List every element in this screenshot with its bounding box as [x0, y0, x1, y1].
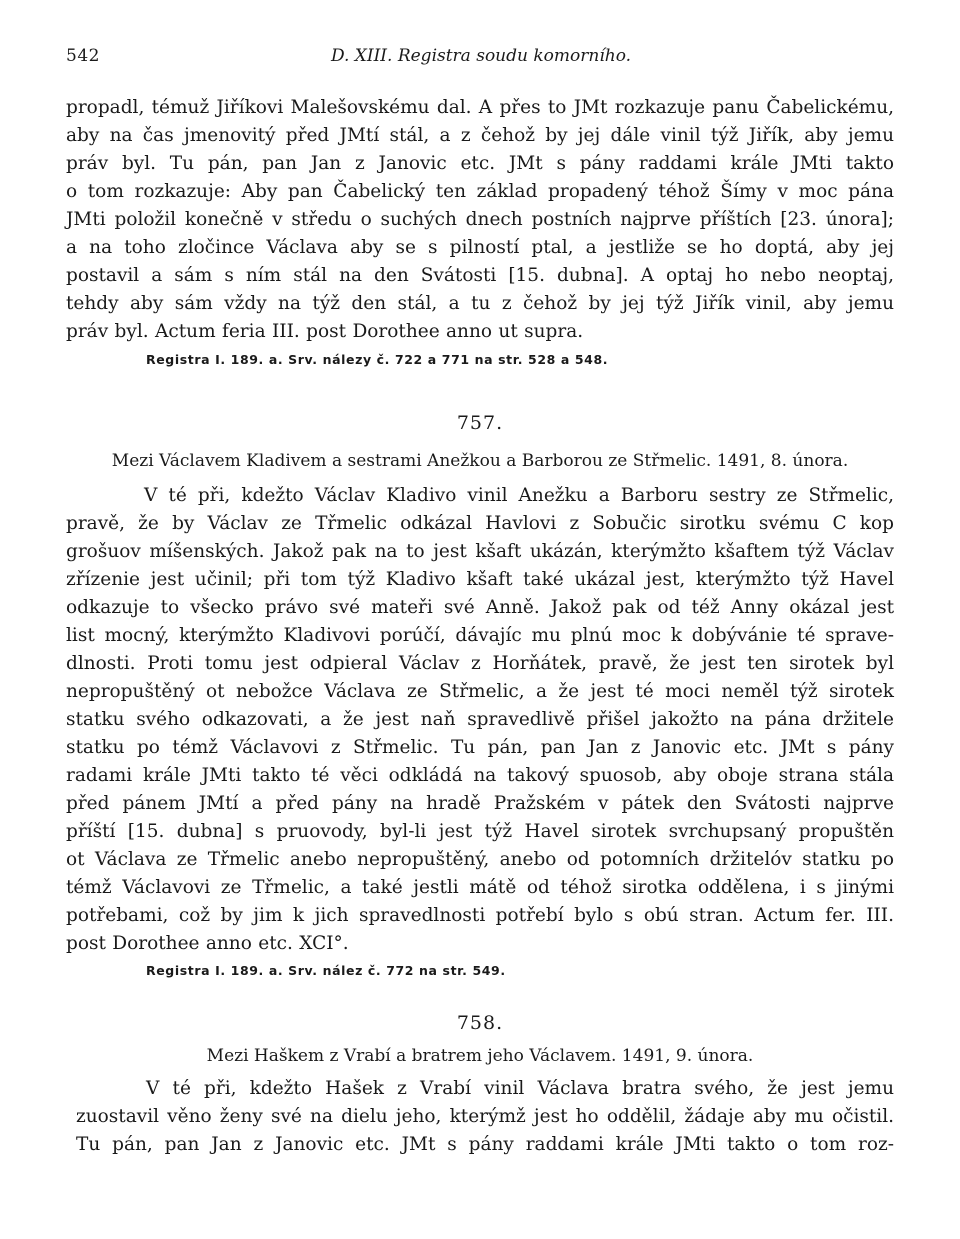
text-line: JMti položil konečně v středu o suchých dnech postních najprve příštích [23. února]; [66, 209, 894, 230]
text-line: propadl, témuž Jiříkovi Malešovskému dal. A přes to JMt rozkazuje panu Čabelickému, [66, 97, 894, 118]
text-line: a na toho zločince Václava aby se s pilností ptal, a jestliže se ho doptá, aby jej [66, 237, 894, 258]
text-line: postavil a sám s ním stál na den Svátosti [15. dubna]. A optaj ho nebo neoptaj, [66, 265, 894, 286]
entry-number-758: 758. [456, 1012, 504, 1034]
entry-756-text [66, 94, 894, 346]
text-line: V té při, kdežto Václav Kladivo vinil Anežku a Barboru sestry ze Střmelic, [144, 485, 894, 506]
running-head [66, 46, 896, 72]
entry-758-text [76, 1075, 894, 1159]
text-line: post Dorothee anno etc. XCI°. [66, 933, 349, 954]
text-line: list mocný, kterýmžto Kladivovi porúčí, dávajíc mu plnú moc k dobývánie té sprave- [66, 625, 894, 646]
entry-heading-757: Mezi Václavem Kladivem a sestrami Anežkou a Barborou ze Střmelic. 1491, 8. února. [111, 451, 849, 471]
page-number: 542 [66, 46, 100, 66]
text-line: odkazuje to všecko právo své mateři své Anně. Jakož pak od též Anny okázal jest [66, 597, 894, 618]
text-line: potřebami, což by jim k jich spravedlnosti potřebí bylo s obú stran. Actum fer. III. [66, 905, 894, 926]
running-title: D. XIII. Registra soudu komorního. [330, 46, 632, 66]
source-note-756: Registra I. 189. a. Srv. nálezy č. 722 a 771 na str. 528 a 548. [146, 352, 609, 367]
text-line: dlnosti. Proti tomu jest odpieral Václav z Horňátek, pravě, že jest ten sirotek byl [66, 653, 894, 674]
source-note-757: Registra I. 189. a. Srv. nález č. 772 na str. 549. [146, 963, 506, 978]
text-line: před pánem JMtí a před pány na hradě Pražském v pátek den Svátosti najprve [66, 793, 894, 814]
text-line: ot Václava ze Třmelic anebo nepropuštěný, anebo od potomních držitelóv statku po [66, 849, 894, 870]
text-line: nepropuštěný ot nebožce Václava ze Střmelic, a že jest té moci neměl týž sirotek [66, 681, 894, 702]
text-line: V té při, kdežto Hašek z Vrabí vinil Václava bratra svého, že jest jemu [146, 1078, 894, 1099]
text-line: pravě, že by Václav ze Třmelic odkázal Havlovi z Sobučic sirotku svému C kop [66, 513, 894, 534]
text-line: statku svého odkazovati, a že jest naň spravedlivě přišel jakožto na pána držitele [66, 709, 894, 730]
text-line: o tom rozkazuje: Aby pan Čabelický ten základ propadený téhož Šímy v moc pána [66, 181, 894, 202]
text-line: radami krále JMti takto té věci odkládá na takový spuosob, aby oboje strana stála [66, 765, 894, 786]
text-line: aby na čas jmenovitý před JMtí stál, a z čehož by jej dále vinil týž Jiřík, aby jemu [66, 125, 894, 146]
text-line: tehdy aby sám vždy na týž den stál, a tu z čehož by jej týž Jiřík vinil, aby jemu [66, 293, 894, 314]
text-line: práv byl. Actum feria III. post Dorothee anno ut supra. [66, 321, 584, 342]
text-line: Tu pán, pan Jan z Janovic etc. JMt s pány raddami krále JMti takto o tom roz- [76, 1134, 894, 1155]
text-line: grošuov míšenských. Jakož pak na to jest kšaft ukázán, kterýmžto kšaftem týž Václav [66, 541, 894, 562]
text-line: práv byl. Tu pán, pan Jan z Janovic etc. JMt s pány raddami krále JMti takto [66, 153, 894, 174]
entry-757-text [66, 482, 894, 958]
text-line: příští [15. dubna] s pruovody, byl-li jest týž Havel sirotek svrchupsaný propuštěn [66, 821, 894, 842]
text-line: zuostavil věno ženy své na dielu jeho, kterýmž jest ho oddělil, žádaje aby mu očistil. [76, 1106, 894, 1127]
text-line: statku po témž Václavovi z Střmelic. Tu pán, pan Jan z Janovic etc. JMt s pány [66, 737, 894, 758]
text-line: témž Václavovi ze Třmelic, a také jestli mátě od téhož sirotka oddělena, i s jinými [66, 877, 894, 898]
entry-number-757: 757. [456, 412, 504, 434]
text-line: zřízenie jest učinil; při tom týž Kladivo kšaft také ukázal jest, kterýmžto týž Havel [66, 569, 894, 590]
entry-heading-758: Mezi Haškem z Vrabí a bratrem jeho Václavem. 1491, 9. února. [206, 1046, 754, 1066]
